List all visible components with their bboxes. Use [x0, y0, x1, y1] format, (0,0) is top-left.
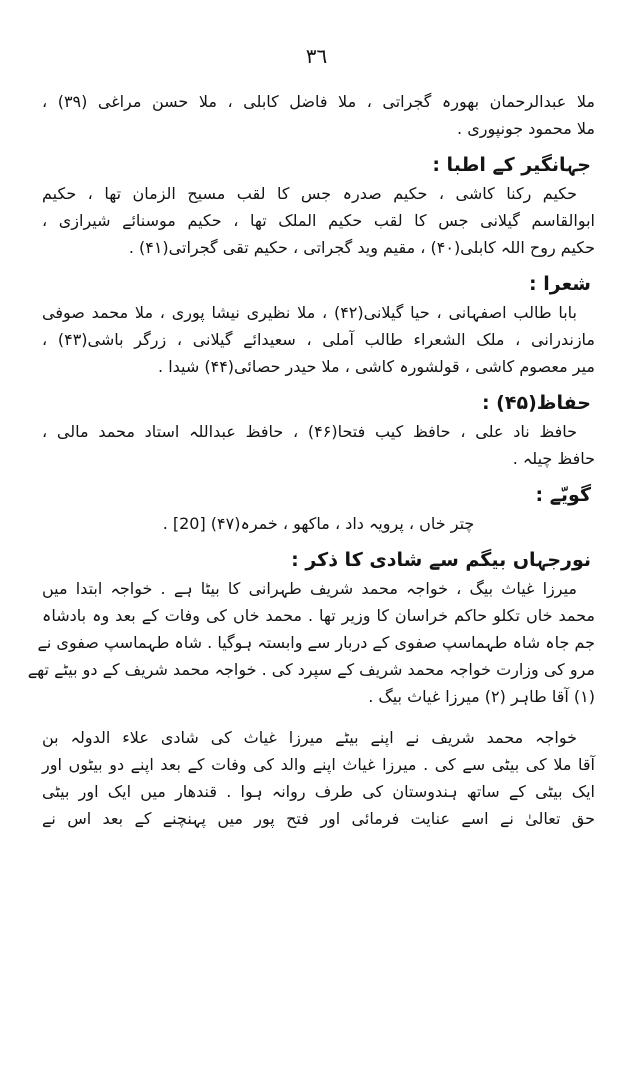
text-line: میر معصوم کاشی ، قولشورہ کاشی ، ملا حیدر حصائی(۴۴) شیدا .: [158, 357, 595, 376]
text-line: ملا عبدالرحمان بھورہ گجراتی ، ملا فاضل کابلی ، ملا حسن مراغی (۳۹) ،: [42, 92, 595, 111]
paragraph-first-line: [42, 724, 595, 751]
text-line: حکیم روح اللہ کابلی(۴۰) ، مقیم وید گجراتی ، حکیم تقی گجراتی(۴۱) .: [128, 238, 595, 257]
text-line: حافظ چیلہ .: [512, 449, 595, 468]
text-line: حکیم رکنا کاشی ، حکیم صدرہ جس کا لقب مسیح الزمان تھا ، حکیم: [42, 184, 577, 203]
section-heading: حفاظ(۴۵) :: [481, 392, 591, 414]
text-line: حق تعالیٰ نے اسے عنایت فرمائی اور فتح پور میں پہنچنے کے بعد اس نے: [42, 809, 595, 828]
section-body: [42, 575, 595, 602]
text-line: مرو کی وزارت خواجہ محمد شریف کے سپرد کی . خواجہ محمد شریف کے دو بیٹے تھے: [27, 660, 595, 679]
section-heading: گویّے :: [535, 484, 591, 506]
section-body: [42, 180, 595, 207]
page-content: [27, 88, 595, 832]
text-line: محمد خاں تکلو حاکم خراسان کا وزیر تھا . محمد خاں کی وفات کے بعد وہ بادشاہ: [42, 606, 595, 625]
section-noorjahan: [27, 545, 595, 710]
text-line: ملا محمود جونپوری .: [457, 119, 595, 138]
section-huffaz: [42, 388, 595, 472]
text-line: بابا طالب اصفہانی ، حیا گیلانی(۴۲) ، ملا نظیری نیشا پوری ، ملا محمد صوفی: [42, 303, 577, 322]
section-physicians: [42, 150, 595, 261]
text-line: حافظ ناد علی ، حافظ کیب فتحا(۴۶) ، حافظ عبداللہ استاد محمد مالی ،: [42, 422, 578, 441]
text-line: آقا ملا کی بیٹی سے کی . میرزا غیاث اپنے والد کی وفات کے بعد اپنے دو بیٹوں اور: [42, 755, 595, 774]
text-line: میرزا غیاث بیگ ، خواجہ محمد شریف طہرانی کا بیٹا ہے . خواجہ ابتدا میں: [42, 579, 577, 598]
text-line: مازندرانی ، ملک الشعراء طالب آملی ، سعیدائے گیلانی ، زرگر باشی(۴۳) ،: [42, 330, 595, 349]
section-poets: [42, 269, 595, 380]
paragraph-marriage: [42, 724, 595, 832]
text-line: ایک بیٹی کے ساتھ ہندوستان کی طرف روانہ ہوا . قندھار میں ایک اور بیٹی: [42, 782, 595, 801]
text-line: ابوالقاسم گیلانی جس کا لقب حکیم الملک تھا ، حکیم موسنائے شیرازی ،: [42, 211, 595, 230]
text-line: (۱) آقا طاہر (۲) میرزا غیاث بیگ .: [368, 687, 595, 706]
page-number: ٣٦: [305, 44, 328, 68]
text-line: جم جاہ شاہ طہماسپ صفوی کے دربار سے وابستہ ہوگیا . شاہ طہماسپ صفوی نے: [37, 633, 595, 652]
section-heading: جہانگیر کے اطبا :: [432, 154, 591, 176]
section-heading: شعرا :: [529, 273, 591, 295]
section-body: [42, 299, 595, 326]
paragraph-continuation: [42, 88, 595, 142]
section-body: [42, 418, 595, 445]
text-line: خواجہ محمد شریف نے اپنے بیٹے میرزا غیاث کی شادی علاء الدولہ بن: [42, 728, 577, 747]
text-line: چتر خاں ، پرویہ داد ، ماکھو ، خمرہ(۴۷) [20] .: [162, 514, 475, 533]
section-heading: نورجہاں بیگم سے شادی کا ذکر :: [291, 549, 591, 571]
section-singers: [42, 480, 595, 537]
